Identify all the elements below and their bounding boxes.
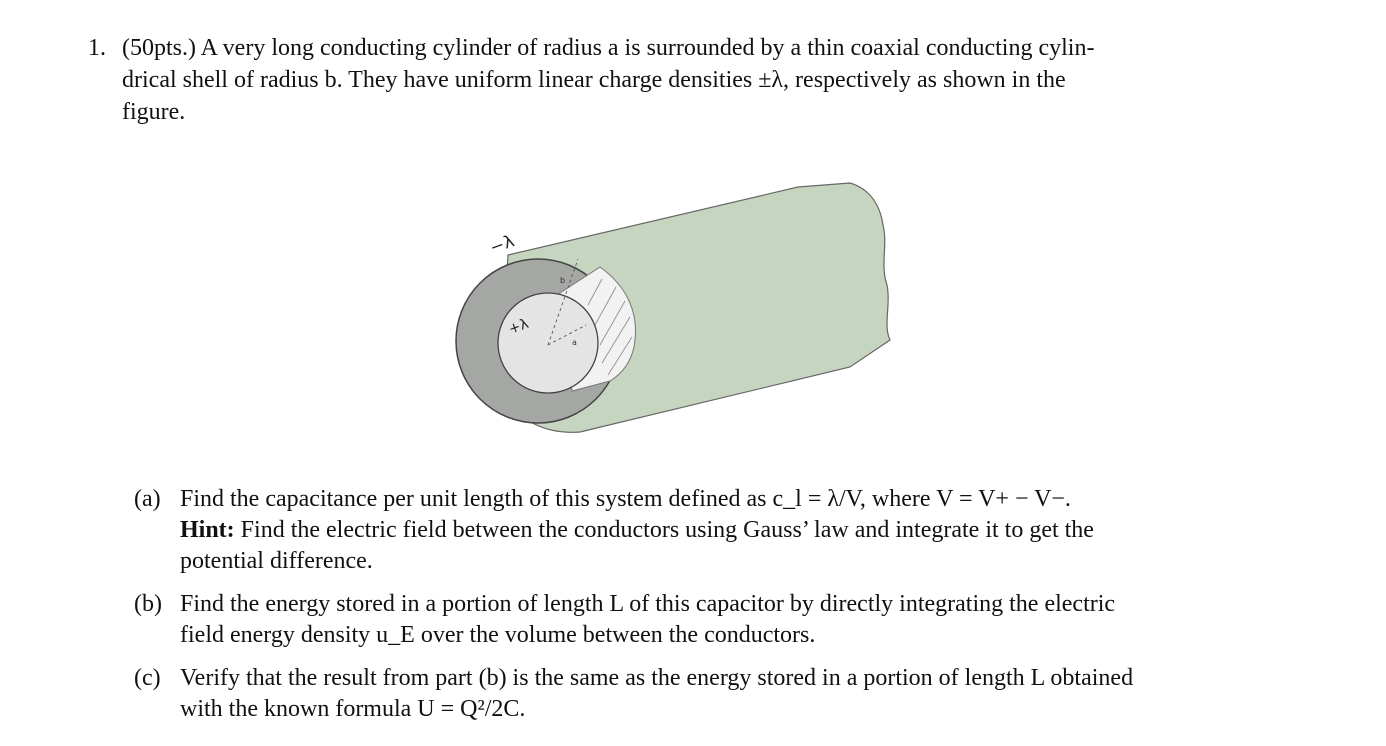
part-c-line-1: Verify that the result from part (b) is the same as the energy stored in a portion of length L obtained: [180, 665, 1134, 691]
part-b-line-2: field energy density u_E over the volume between the conductors.: [180, 622, 816, 648]
part-c: [134, 663, 1224, 725]
part-b-line-1: Find the energy stored in a portion of length L of this capacitor by directly integrating the electric: [180, 591, 1116, 617]
part-a-line-3: potential difference.: [180, 548, 373, 574]
hint-label: Hint:: [180, 517, 235, 543]
part-b: [134, 589, 1224, 651]
part-a: [134, 484, 1224, 577]
label-radius-b: b: [560, 276, 566, 285]
part-a-label: (a): [134, 486, 161, 512]
part-a-line-2: [180, 515, 1224, 546]
part-c-line-2: with the known formula U = Q²/2C.: [180, 696, 526, 722]
problem-parts: [134, 484, 1224, 737]
label-inner-charge: +λ: [506, 315, 531, 338]
problem-number: 1.: [88, 35, 106, 61]
part-a-line-1: Find the capacitance per unit length of this system defined as c_l = λ/V, where V = V+ − V−.: [180, 486, 1071, 512]
part-a-line-2-text: Find the electric field between the conductors using Gauss’ law and integrate it to get the: [234, 517, 1094, 543]
inner-cylinder-end: [498, 293, 598, 393]
coaxial-cylinder-figure: [450, 175, 900, 445]
part-c-label: (c): [134, 665, 161, 691]
label-outer-charge: −λ: [487, 231, 517, 259]
part-b-label: (b): [134, 591, 162, 617]
problem-line-1: (50pts.) A very long conducting cylinder of radius a is surrounded by a thin coaxial conducting cylin-: [122, 35, 1095, 61]
problem-line-3: figure.: [122, 99, 186, 125]
problem-text: [122, 32, 1218, 128]
problem-line-2: drical shell of radius b. They have uniform linear charge densities ±λ, respectively as shown in the: [122, 67, 1066, 93]
label-radius-a: a: [572, 338, 577, 347]
